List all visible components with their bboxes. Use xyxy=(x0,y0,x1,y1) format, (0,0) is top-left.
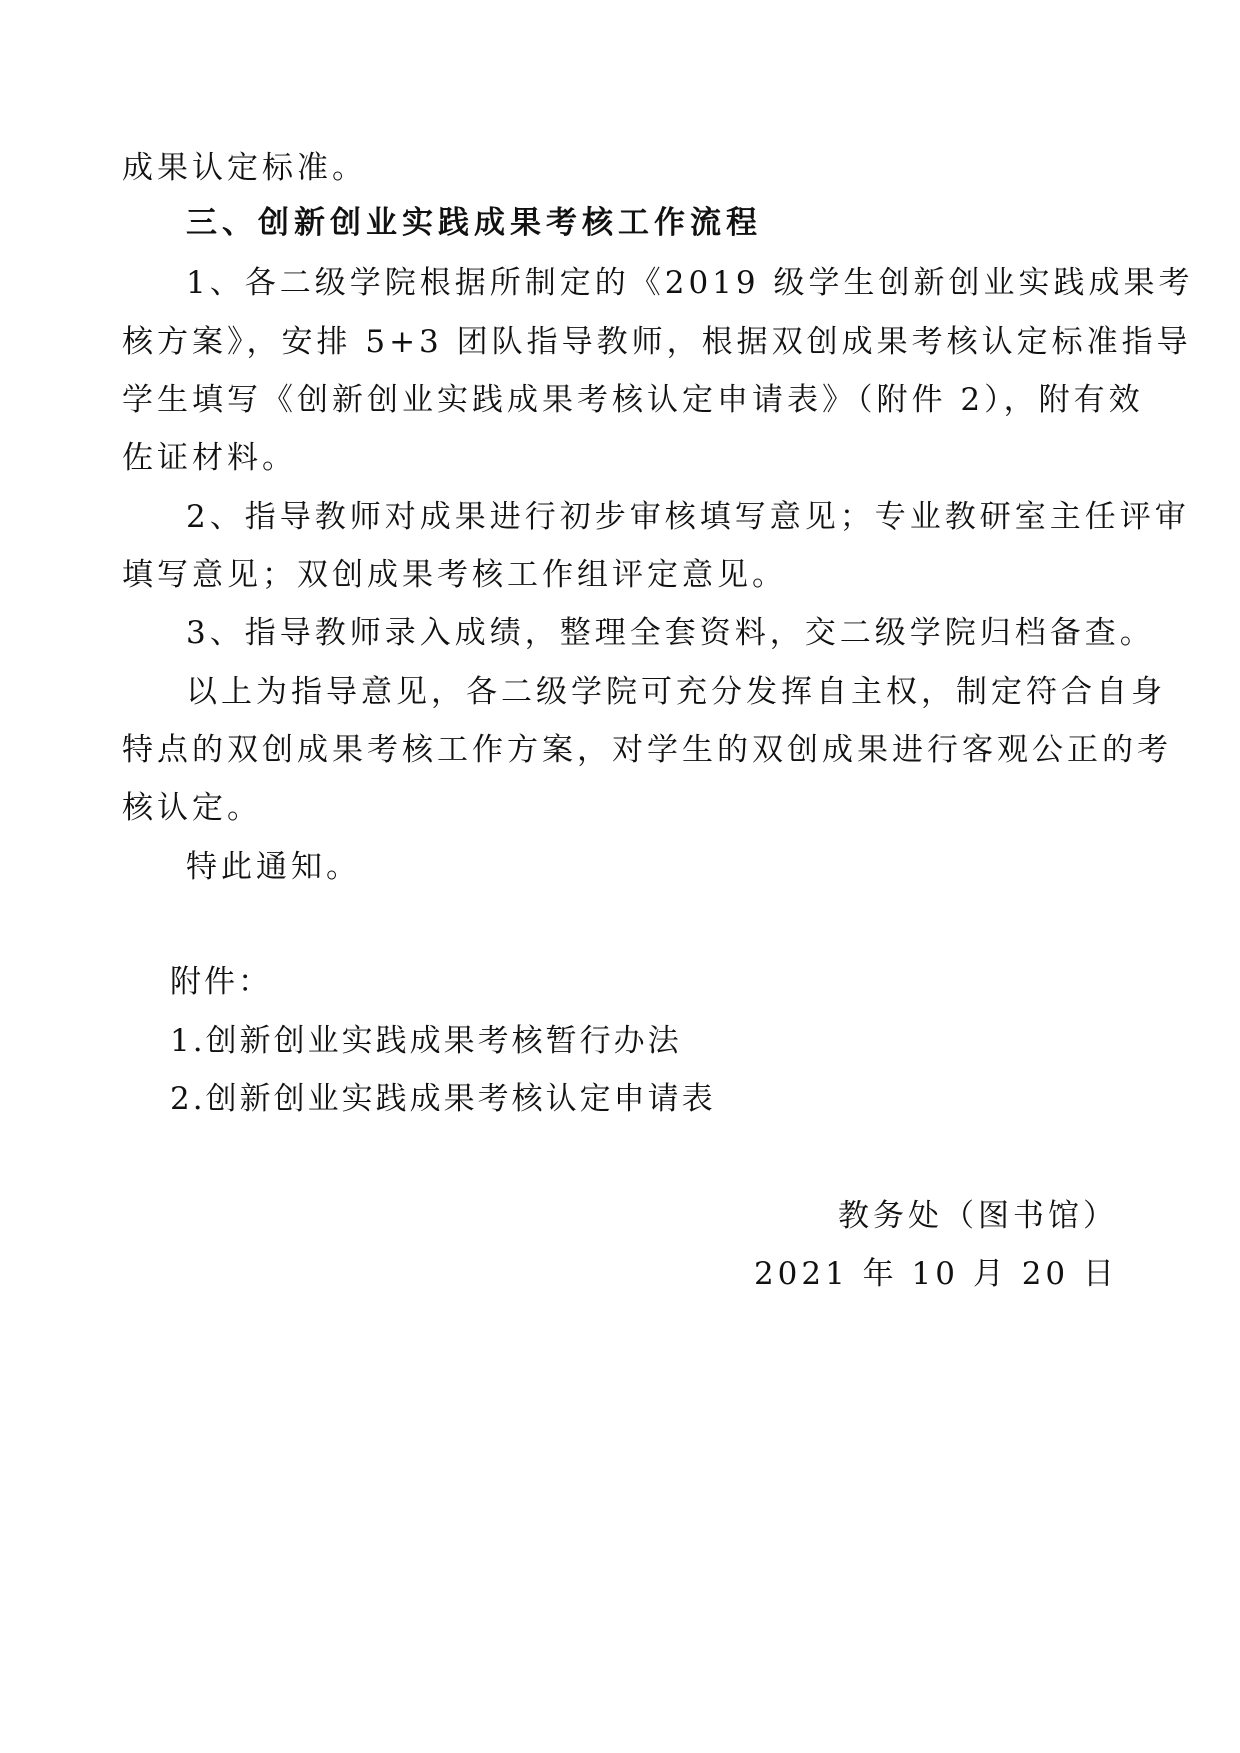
attachment-item-2: 2.创新创业实践成果考核认定申请表 xyxy=(170,1081,716,1117)
continuation-text: 成果认定标准。 xyxy=(122,150,367,186)
paragraph-3-line-1: 3、指导教师录入成绩，整理全套资料，交二级学院归档备查。 xyxy=(186,615,1155,651)
attachments-label: 附件： xyxy=(170,964,272,1000)
paragraph-1-line-4: 佐证材料。 xyxy=(122,440,297,476)
paragraph-1-line-2: 核方案》，安排 5+3 团队指导教师，根据双创成果考核认定标准指导 xyxy=(122,324,1192,360)
paragraph-4-line-2: 特点的双创成果考核工作方案，对学生的双创成果进行客观公正的考 xyxy=(122,732,1172,768)
signature-date: 2021 年 10 月 20 日 xyxy=(753,1256,1118,1292)
section-heading: 三、创新创业实践成果考核工作流程 xyxy=(186,205,762,241)
paragraph-4-line-3: 核认定。 xyxy=(122,790,262,826)
attachment-item-1: 1.创新创业实践成果考核暂行办法 xyxy=(170,1023,682,1059)
paragraph-1-line-1: 1、各二级学院根据所制定的《2019 级学生创新创业实践成果考 xyxy=(186,265,1194,301)
signature-issuer: 教务处（图书馆） xyxy=(838,1198,1118,1234)
paragraph-2-line-2: 填写意见；双创成果考核工作组评定意见。 xyxy=(122,557,787,593)
paragraph-2-line-1: 2、指导教师对成果进行初步审核填写意见；专业教研室主任评审 xyxy=(186,499,1190,535)
paragraph-1-line-3: 学生填写《创新创业实践成果考核认定申请表》（附件 2），附有效 xyxy=(122,382,1144,418)
closing-text: 特此通知。 xyxy=(186,849,361,885)
paragraph-4-line-1: 以上为指导意见，各二级学院可充分发挥自主权，制定符合自身 xyxy=(186,674,1166,710)
